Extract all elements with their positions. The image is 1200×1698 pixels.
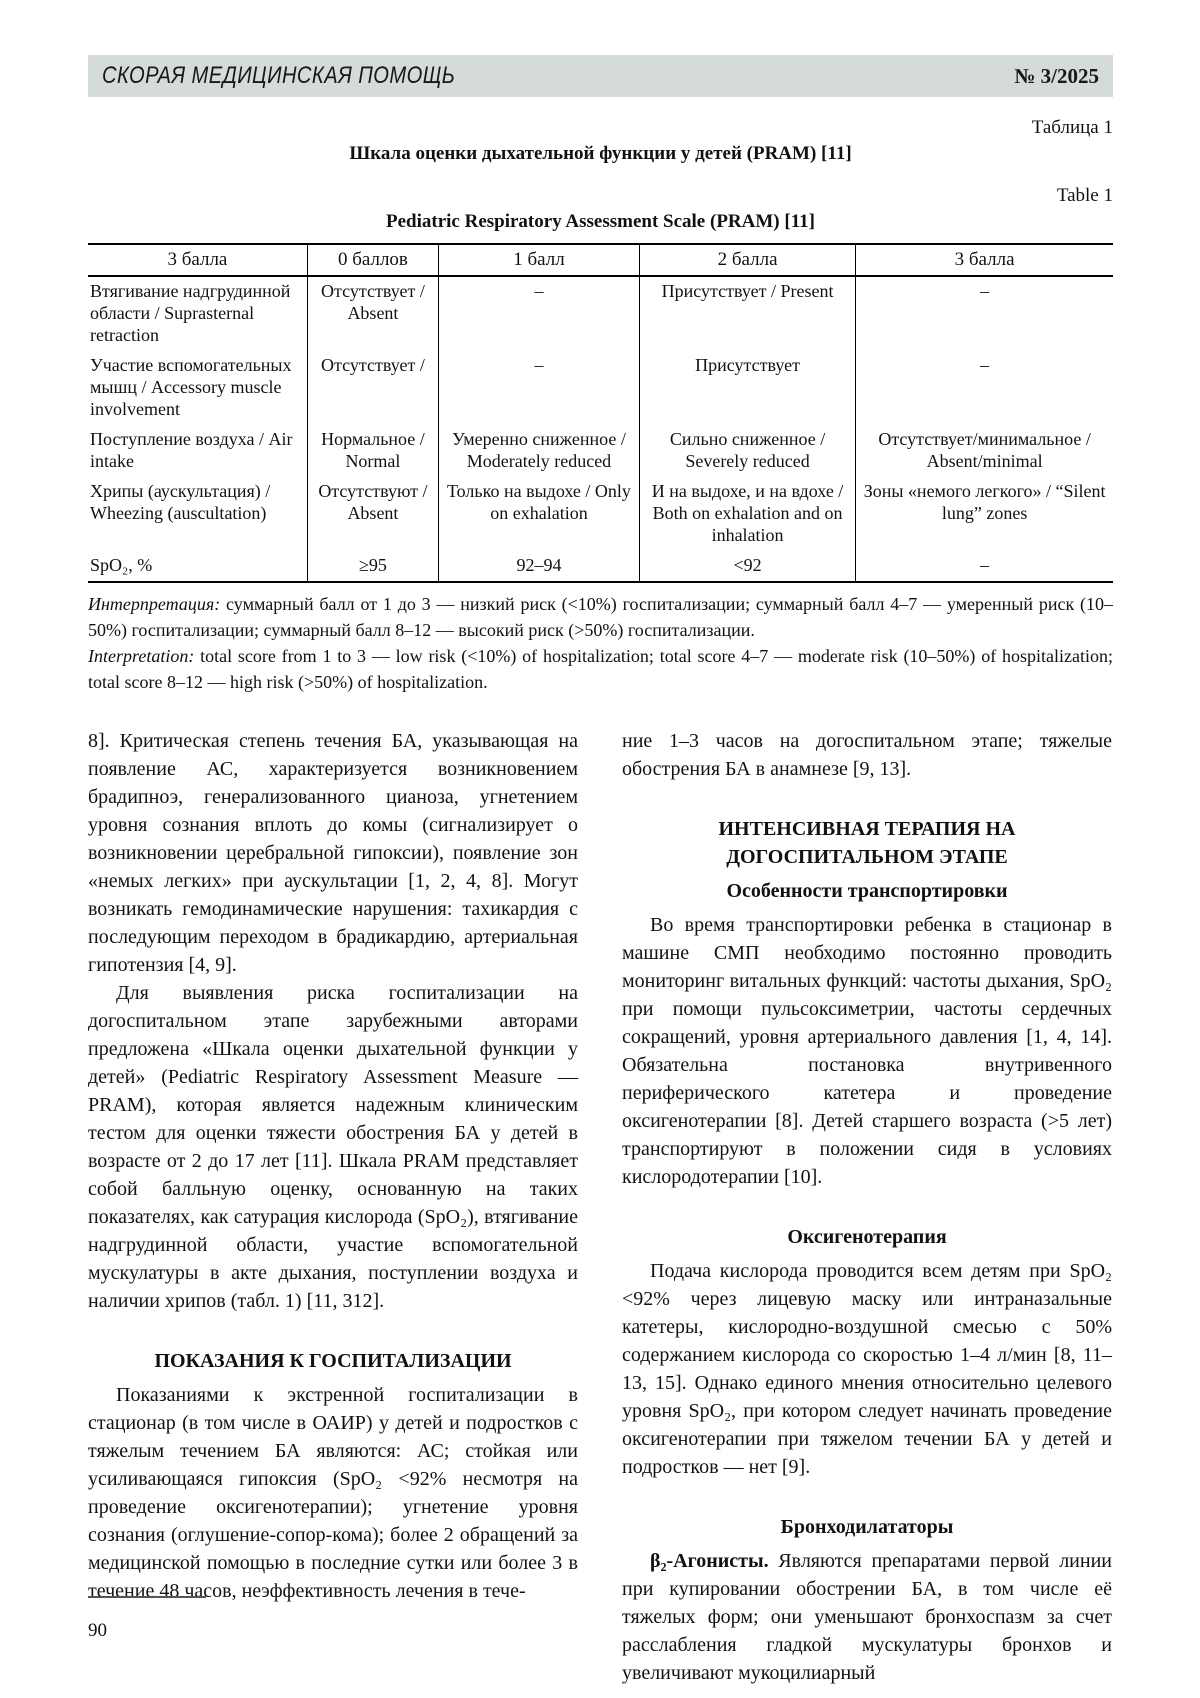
table-label-en: Table 1 [1056,185,1113,206]
header-cell: 3 балла [856,244,1113,276]
table-cell: 92–94 [439,551,640,582]
interpretation-note [88,591,1113,695]
table-cell: – [439,276,640,351]
table-cell: ≥95 [307,551,438,582]
table-cell: – [856,351,1113,425]
section-heading-hospitalization: ПОКАЗАНИЯ К ГОСПИТАЛИЗАЦИИ [154,1350,512,1372]
table-cell: Только на выдохе / Only on exhalation [439,477,640,551]
footnote-rule [88,1596,206,1598]
journal-header [88,55,1113,97]
table-cell: Присутствует / Present [639,276,855,351]
table-row [88,477,1113,551]
table-row [88,551,1113,582]
table-cell: – [856,551,1113,582]
table-cell: – [856,276,1113,351]
paragraph [622,1547,1112,1687]
left-column [88,727,578,1687]
table-header-row [88,244,1113,276]
table-cell: Нормальное / Normal [307,425,438,477]
paragraph: Показаниями к экстренной госпитализации в стационар (в том числе в ОАИР) у детей и подростков с тяжелым течением БА являются: АС; стойкая или усиливающаяся гипоксия (SpO₂ <92% несмотря на проведение оксигенотерапии); угнетение уровня сознания (оглушение-сопор-кома); более 2 обращений за медицинской помощью в последние сутки или более 3 в течение 48 часов, неэффективность лечения в тече- [88,1384,578,1602]
header-cell: 0 баллов [307,244,438,276]
table-cell: Присутствует [639,351,855,425]
header-cell: 3 балла [88,244,307,276]
table-cell: Сильно сниженное / Severely reduced [639,425,855,477]
subheading-bronchodilators: Бронходилататоры [780,1516,954,1538]
table-label-ru: Таблица 1 [1031,117,1113,138]
table-title-ru: Шкала оценки дыхательной функции у детей (PRAM) [11] [349,143,852,164]
header-cell: 2 балла [639,244,855,276]
note-text-en: total score from 1 to 3 — low risk (<10%) of hospitalization; total score 4–7 — moderate risk (10–50%) of hospitalization; total score 8–12 — high risk (>50%) of hospitalization. [88,646,1113,692]
paragraph: 8]. Критическая степень течения БА, указывающая на появление АС, характеризуется возникновением брадипноэ, генерализованного цианоза, угнетением уровня сознания вплоть до комы (сигнализирует о возникновении церебральной гипоксии), появление зон «немых легких» при аускультации [1, 2, 4, 8]. Могут возникать гемодинамические нарушения: тахикардия с последующим переходом в брадикардию, артериальная гипотензия [4, 9]. [88,730,578,976]
table-cell: И на выдохе, и на вдохе / Both on exhalation and on inhalation [639,477,855,551]
table-title-en: Pediatric Respiratory Assessment Scale (PRAM) [11] [386,211,815,232]
table-row [88,351,1113,425]
table-cell: Отсутствуют / Absent [307,477,438,551]
table-cell: Хрипы (аускультация) / Wheezing (auscultation) [90,481,271,523]
table-cell: Отсутствует / [307,351,438,425]
paragraph: Во время транспортировки ребенка в стационар в машине СМП необходимо постоянно проводить мониторинг витальных функций: частоты дыхания, SpO₂ при помощи пульсоксиметрии, частоты сердечных сокращений, уровня артериального давления [1, 4, 14]. Обязательна постановка внутривенного периферического катетера и проведение оксигенотерапии [8]. Детей старшего возраста (>5 лет) транспортируют в положении сидя в условиях кислородотерапии [10]. [622,914,1112,1188]
right-column [622,727,1112,1687]
table-cell: Участие вспомогательных мышц / Accessory muscle involvement [90,355,292,419]
body-columns [88,727,1113,1687]
page-content [88,55,1113,1687]
paragraph: ние 1–3 часов на догоспитальном этапе; тяжелые обострения БА в анамнезе [9, 13]. [622,730,1112,780]
section-heading-intensive-care: ИНТЕНСИВНАЯ ТЕРАПИЯ НА ДОГОСПИТАЛЬНОМ ЭТАПЕ [718,818,1016,868]
table-cell: Поступление воздуха / Air intake [90,429,293,471]
header-cell: 1 балл [439,244,640,276]
table-cell: Втягивание надгрудинной области / Suprasternal retraction [90,281,291,345]
table-cell: Отсутствует / Absent [307,276,438,351]
paragraph-lead: β₂-Агонисты. [650,1550,769,1572]
table-cell: Отсутствует/минимальное / Absent/minimal [856,425,1113,477]
subheading-transportation: Особенности транспортировки [726,880,1008,902]
table-cell: Умеренно сниженное / Moderately reduced [439,425,640,477]
table-cell: <92 [639,551,855,582]
page-number: 90 [88,1620,107,1641]
table-row [88,276,1113,351]
table-cell: SpO₂, % [90,555,153,575]
table-cell: – [439,351,640,425]
paragraph-text: Являются препаратами первой линии при купировании обострении БА, в том числе её тяжелых форм; они уменьшают бронхоспазм за счет расслабления гладкой мускулатуры бронхов и увеличивают мукоцилиарный [622,1550,1112,1684]
table-row [88,425,1113,477]
pram-table [88,243,1113,583]
paragraph: Для выявления риска госпитализации на догоспитальном этапе зарубежными авторами предложена «Шкала оценки дыхательной функции у детей» (Pediatric Respiratory Assessment Measure — PRAM), которая является надежным клиническим тестом для оценки тяжести обострения БА у детей в возрасте от 2 до 17 лет [11]. Шкала PRAM представляет собой балльную оценку, основанную на таких показателях, как сатурация кислорода (SpO₂), втягивание надгрудинной области, участие вспомогательной мускулатуры в акте дыхания, поступлении воздуха и наличии хрипов (табл. 1) [11, 312]. [88,982,578,1312]
paragraph: Подача кислорода проводится всем детям при SpO₂ <92% через лицевую маску или интраназальные катетеры, кислородно-воздушной смесью с 50% содержанием кислорода со скоростью 1–4 л/мин [8, 11–13, 15]. Однако единого мнения относительно целевого уровня SpO₂, при котором следует начинать проведение оксигенотерапии при тяжелом течении БА у детей и подростков — нет [9]. [622,1260,1112,1478]
table-cell: Зоны «немого легкого» / “Silent lung” zones [856,477,1113,551]
note-label-en: Interpretation: [88,646,195,666]
subheading-oxygen-therapy: Оксигенотерапия [787,1226,947,1248]
page-footer [88,1596,206,1642]
issue-number: № 3/2025 [1014,63,1099,88]
journal-title: СКОРАЯ МЕДИЦИНСКАЯ ПОМОЩЬ [102,62,456,89]
note-label-ru: Интерпретация: [88,594,221,614]
note-text-ru: суммарный балл от 1 до 3 — низкий риск (<10%) госпитализации; суммарный балл 4–7 — умеренный риск (10–50%) госпитализации; суммарный балл 8–12 — высокий риск (>50%) госпитализации. [88,594,1113,640]
